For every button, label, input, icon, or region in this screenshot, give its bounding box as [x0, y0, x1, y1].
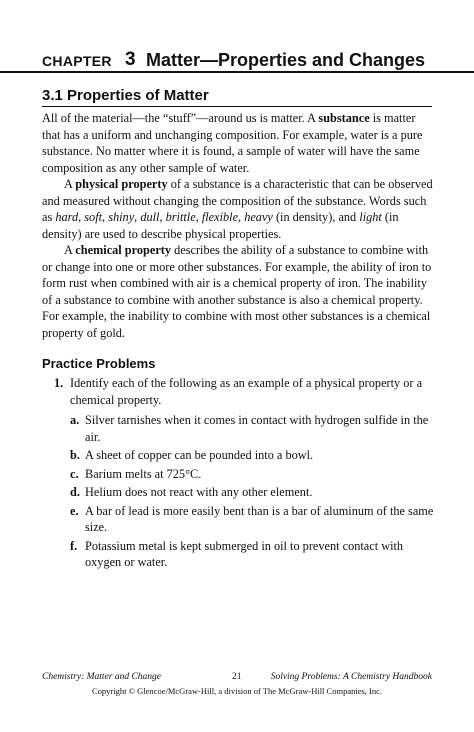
term-physical-property: physical property: [75, 177, 168, 191]
separator: ,: [134, 210, 141, 224]
word-hard: hard: [55, 210, 79, 224]
term-substance: substance: [318, 111, 370, 125]
separator: ,: [78, 210, 85, 224]
problem-item: [70, 484, 440, 501]
word-brittle: brittle: [165, 210, 196, 224]
item-text: Potassium metal is kept submerged in oil to prevent contact with oxygen or water.: [85, 538, 404, 569]
body-text: [42, 110, 436, 341]
text-run: All of the material—the “stuff”—around us is matter. A: [42, 111, 319, 125]
footer-handbook-title: Solving Problems: A Chemistry Handbook: [270, 672, 432, 682]
chapter-header: [42, 50, 474, 72]
item-letter: a.: [70, 413, 80, 427]
item-letter: e.: [70, 503, 79, 518]
separator: ,: [195, 210, 202, 224]
problem-text: Identify each of the following as an example of a physical property or a chemical property.: [70, 376, 423, 407]
chapter-title: Matter—Properties and Changes: [146, 50, 426, 70]
paragraph-substance: [42, 110, 436, 176]
word-soft: soft: [84, 210, 103, 224]
problem-item: [70, 503, 440, 536]
chapter-number: 3: [125, 49, 136, 70]
item-letter: c.: [70, 466, 79, 481]
text-run: of a substance is a characteristic that can be observed and measured without changing the composition of the substance. Words such as: [42, 177, 433, 224]
page-number: 21: [232, 672, 242, 682]
chapter-label: CHAPTER: [42, 53, 112, 69]
text-run: is matter that has a uniform and unchanging composition. For example, water is a pure substance. No matter where it is found, a sample of water will have the same composition as any other sample of water.: [42, 111, 423, 175]
paragraph-physical-property: [42, 176, 436, 242]
item-letter: f.: [70, 538, 78, 553]
item-letter: d.: [70, 485, 80, 499]
separator: ,: [238, 210, 245, 224]
problem-item: [70, 412, 440, 445]
word-light: light: [359, 210, 382, 224]
text-run: describes the ability of a substance to combine with or change into one or more other substances. For example, the ability of iron to form rust when combined with air is a chemical property of iron. The inability of a substance to combine with another substance is also a chemical property. For example, the inability to combine with most other substances is a chemical property of gold.: [42, 243, 432, 340]
text-run: A: [64, 243, 76, 257]
problem-item: [70, 538, 440, 571]
paragraph-chemical-property: [42, 242, 436, 341]
separator: ,: [102, 210, 109, 224]
word-dull: dull: [140, 210, 160, 224]
problem-items: [70, 412, 440, 573]
word-heavy: heavy: [244, 210, 273, 224]
separator: ,: [159, 210, 166, 224]
item-text: A sheet of copper can be pounded into a bowl.: [85, 448, 314, 462]
practice-problems-title: Practice Problems: [42, 356, 156, 371]
copyright-notice: Copyright © Glencoe/McGraw-Hill, a division of The McGraw-Hill Companies, Inc.: [91, 686, 383, 696]
problem-number: 1.: [54, 376, 64, 390]
section-rule: [42, 106, 432, 107]
text-run: A: [64, 177, 76, 191]
text-run: (in density) are used to describe physical properties.: [42, 210, 399, 241]
problem-item: [70, 466, 440, 483]
item-letter: b.: [70, 448, 80, 462]
word-shiny: shiny: [108, 210, 135, 224]
word-flexible: flexible: [201, 210, 239, 224]
footer-book-title: Chemistry: Matter and Change: [42, 672, 162, 682]
term-chemical-property: chemical property: [75, 243, 172, 257]
item-text: Silver tarnishes when it comes in contact with hydrogen sulfide in the air.: [85, 413, 429, 444]
item-text: A bar of lead is more easily bent than is a bar of aluminum of the same size.: [85, 503, 434, 534]
text-run: (in density), and: [272, 210, 360, 224]
section-title: 3.1 Properties of Matter: [42, 87, 209, 104]
item-text: Helium does not react with any other element.: [85, 485, 313, 499]
chapter-rule: [0, 71, 474, 73]
item-text: Barium melts at 725°C.: [85, 466, 202, 481]
problem-item: [70, 447, 440, 464]
